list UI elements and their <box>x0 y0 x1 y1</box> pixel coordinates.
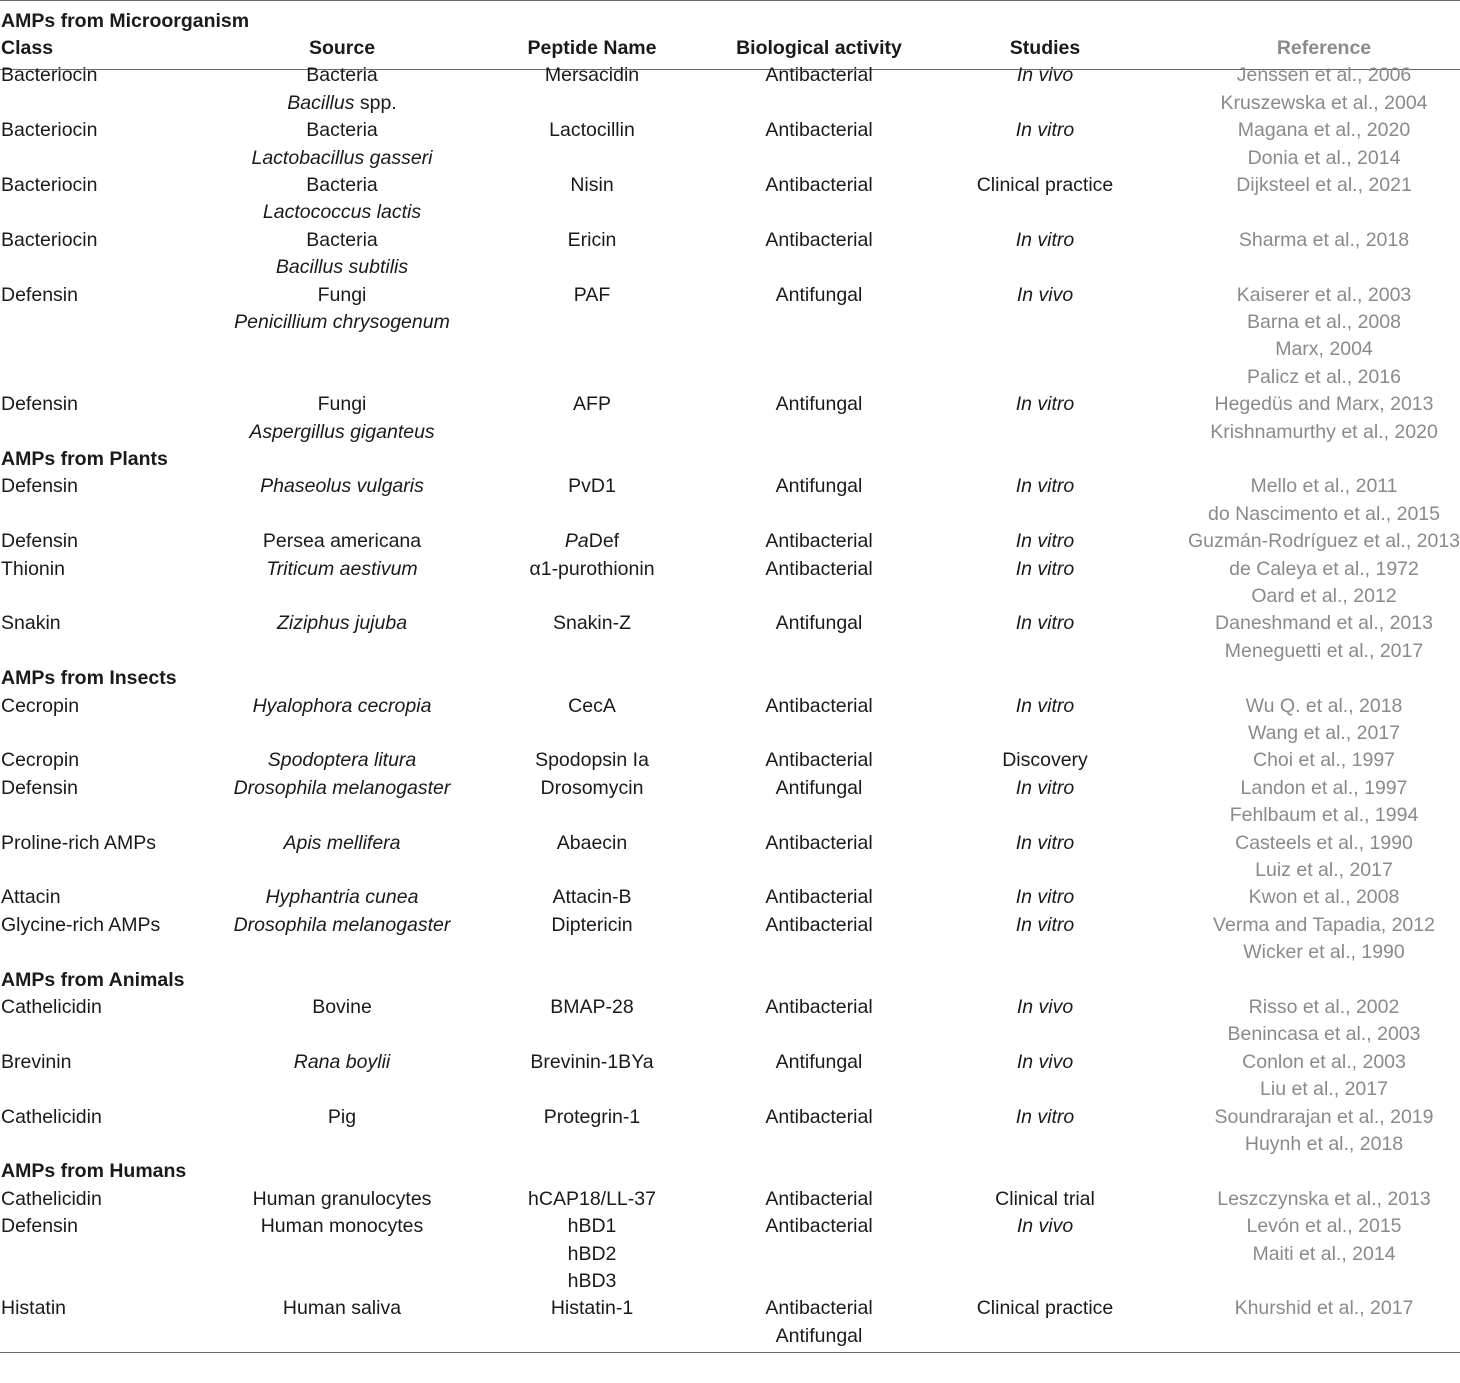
source-cell: Aspergillus giganteus <box>249 420 435 443</box>
source-cell: Lactococcus lactis <box>262 201 422 224</box>
peptide-prefix: Pa <box>564 530 589 553</box>
row-line <box>0 1186 1460 1213</box>
class-cell: Defensin <box>1 1215 78 1238</box>
peptide-cell: CecA <box>568 694 616 717</box>
studies-cell: In vivo <box>1016 995 1074 1018</box>
row-line <box>0 145 1460 172</box>
activity-cell: Antifungal <box>775 1324 863 1347</box>
source-cell: Bovine <box>312 995 372 1018</box>
studies-cell: Clinical practice <box>976 1297 1114 1320</box>
peptide-cell: Spodopsin Ia <box>535 749 649 772</box>
class-cell: Bacteriocin <box>1 173 98 196</box>
peptide-cell: Mersacidin <box>544 64 640 87</box>
reference-cell: Landon et al., 1997 <box>1240 776 1408 799</box>
studies-cell: Clinical trial <box>995 1187 1095 1210</box>
table-title-line <box>0 8 1460 35</box>
reference-cell: Sharma et al., 2018 <box>1238 228 1410 251</box>
source-cell: Human saliva <box>282 1297 402 1320</box>
peptide-cell: Nisin <box>570 173 614 196</box>
studies-cell: In vitro <box>1015 393 1075 416</box>
source-cell: Bacteria <box>306 64 378 87</box>
row-line <box>0 1295 1460 1322</box>
reference-cell: Maiti et al., 2014 <box>1252 1242 1396 1265</box>
source-cell: Bacillus subtilis <box>275 256 409 279</box>
activity-cell: Antibacterial <box>765 913 873 936</box>
peptide-cell: Lactocillin <box>549 119 635 142</box>
row-line <box>0 254 1460 281</box>
activity-cell: Antibacterial <box>765 831 873 854</box>
class-cell: Bacteriocin <box>1 228 98 251</box>
row-line <box>0 884 1460 911</box>
reference-cell: Fehlbaum et al., 1994 <box>1229 804 1419 827</box>
studies-cell: In vitro <box>1015 475 1075 498</box>
reference-cell: Marx, 2004 <box>1275 338 1373 361</box>
reference-cell: Verma and Tapadia, 2012 <box>1213 913 1435 936</box>
activity-cell: Antibacterial <box>765 64 873 87</box>
table-header-row <box>0 35 1460 62</box>
reference-cell: Leszczynska et al., 2013 <box>1217 1187 1431 1210</box>
peptide-cell: Ericin <box>567 228 617 251</box>
class-cell: Defensin <box>1 393 78 416</box>
source-cell: Fungi <box>317 283 367 306</box>
activity-cell: Antibacterial <box>765 119 873 142</box>
peptide-cell: hBD2 <box>567 1242 617 1265</box>
section-title: AMPs from Insects <box>1 667 177 690</box>
peptide-cell: BMAP-28 <box>550 995 634 1018</box>
row-line <box>0 1049 1460 1076</box>
class-cell: Bacteriocin <box>1 119 98 142</box>
table-top-rule <box>0 0 1460 1</box>
row-line <box>0 1104 1460 1131</box>
source-cell: Human granulocytes <box>252 1187 432 1210</box>
studies-cell: In vitro <box>1015 612 1075 635</box>
reference-cell: de Caleya et al., 1972 <box>1229 557 1419 580</box>
class-cell: Cathelicidin <box>1 1187 102 1210</box>
class-cell: Cecropin <box>1 694 80 717</box>
section-title: AMPs from Animals <box>1 968 185 991</box>
activity-cell: Antifungal <box>775 283 863 306</box>
peptide-cell: Diptericin <box>551 913 633 936</box>
source-cell: Lactobacillus gasseri <box>251 146 433 169</box>
section-title-line <box>0 1158 1460 1185</box>
reference-cell: Wicker et al., 1990 <box>1243 941 1405 964</box>
activity-cell: Antibacterial <box>765 886 873 909</box>
class-cell: Proline-rich AMPs <box>1 831 156 854</box>
header-biological-activity: Biological activity <box>736 36 902 59</box>
reference-cell: Huynh et al., 2018 <box>1244 1132 1404 1155</box>
header-reference: Reference <box>1276 36 1372 59</box>
table-bottom-rule <box>0 1352 1460 1353</box>
class-cell: Thionin <box>1 557 65 580</box>
reference-cell: Oard et al., 2012 <box>1251 584 1397 607</box>
reference-cell: Donia et al., 2014 <box>1247 146 1401 169</box>
row-line <box>0 309 1460 336</box>
section-title-line <box>0 967 1460 994</box>
reference-cell: Levón et al., 2015 <box>1246 1215 1402 1238</box>
section-title-line <box>0 446 1460 473</box>
peptide-cell: Drosomycin <box>540 776 644 799</box>
source-cell: Drosophila melanogaster <box>233 913 451 936</box>
reference-cell: Conlon et al., 2003 <box>1242 1050 1406 1073</box>
row-line <box>0 583 1460 610</box>
source-cell: Rana boylii <box>293 1050 391 1073</box>
row-line <box>0 62 1460 89</box>
studies-cell: In vitro <box>1015 557 1075 580</box>
row-line <box>0 556 1460 583</box>
peptide-cell: hBD3 <box>567 1269 617 1292</box>
row-line <box>0 1076 1460 1103</box>
species-abbrev: spp. <box>354 91 397 114</box>
studies-cell: In vitro <box>1015 831 1075 854</box>
reference-cell: do Nascimento et al., 2015 <box>1208 502 1440 525</box>
source-cell: Persea americana <box>262 530 422 553</box>
class-cell: Snakin <box>1 612 61 635</box>
reference-cell: Liu et al., 2017 <box>1260 1078 1388 1101</box>
peptide-cell: PAF <box>573 283 611 306</box>
source-cell: Phaseolus vulgaris <box>260 475 424 498</box>
section-title: AMPs from Microorganism <box>1 9 250 32</box>
reference-cell: Jenssen et al., 2006 <box>1236 64 1412 87</box>
class-cell: Histatin <box>1 1297 67 1320</box>
row-line <box>0 282 1460 309</box>
source-cell: Bacteria <box>306 173 378 196</box>
peptide-cell: Brevinin-1BYa <box>530 1050 654 1073</box>
source-cell: Hyphantria cunea <box>265 886 419 909</box>
section-title-line <box>0 665 1460 692</box>
reference-cell: Hegedüs and Marx, 2013 <box>1214 393 1434 416</box>
row-line <box>0 912 1460 939</box>
row-line <box>0 117 1460 144</box>
row-line <box>0 336 1460 363</box>
peptide-cell: Abaecin <box>556 831 628 854</box>
source-cell: Apis mellifera <box>283 831 401 854</box>
class-cell: Cathelicidin <box>1 995 102 1018</box>
row-line <box>0 391 1460 418</box>
reference-cell: Dijksteel et al., 2021 <box>1236 173 1412 196</box>
row-line <box>0 775 1460 802</box>
activity-cell: Antibacterial <box>765 1187 873 1210</box>
reference-cell: Wang et al., 2017 <box>1247 721 1401 744</box>
activity-cell: Antibacterial <box>765 995 873 1018</box>
reference-cell: Kaiserer et al., 2003 <box>1236 283 1412 306</box>
row-line <box>0 994 1460 1021</box>
reference-cell: Soundrarajan et al., 2019 <box>1214 1105 1434 1128</box>
reference-cell: Krishnamurthy et al., 2020 <box>1210 420 1438 443</box>
reference-cell: Kwon et al., 2008 <box>1248 886 1400 909</box>
class-cell: Cathelicidin <box>1 1105 102 1128</box>
source-cell: Triticum aestivum <box>266 557 418 580</box>
source-cell: Penicillium chrysogenum <box>234 310 450 333</box>
source-cell: Human monocytes <box>260 1215 424 1238</box>
reference-cell: Kruszewska et al., 2004 <box>1220 91 1428 114</box>
row-line <box>0 610 1460 637</box>
studies-cell: In vivo <box>1016 1215 1074 1238</box>
studies-cell: In vitro <box>1015 886 1075 909</box>
activity-cell: Antibacterial <box>765 1215 873 1238</box>
peptide-suffix: Def <box>588 530 620 553</box>
row-line <box>0 199 1460 226</box>
studies-cell: In vitro <box>1015 913 1075 936</box>
class-cell: Defensin <box>1 530 78 553</box>
reference-cell: Khurshid et al., 2017 <box>1234 1297 1414 1320</box>
source-cell: Bacteria <box>306 119 378 142</box>
reference-cell: Barna et al., 2008 <box>1247 310 1401 333</box>
reference-cell: Risso et al., 2002 <box>1248 995 1400 1018</box>
row-line <box>0 830 1460 857</box>
row-line <box>0 857 1460 884</box>
header-class: Class <box>1 36 54 59</box>
reference-cell: Guzmán-Rodríguez et al., 2013 <box>1187 530 1460 553</box>
reference-cell: Luiz et al., 2017 <box>1255 858 1393 881</box>
row-line <box>0 802 1460 829</box>
class-cell: Brevinin <box>1 1050 72 1073</box>
activity-cell: Antifungal <box>775 612 863 635</box>
studies-cell: In vivo <box>1016 1050 1074 1073</box>
genus-name: Bacillus <box>287 91 355 114</box>
class-cell: Defensin <box>1 283 78 306</box>
peptide-cell: Protegrin-1 <box>543 1105 641 1128</box>
activity-cell: Antibacterial <box>765 557 873 580</box>
activity-cell: Antibacterial <box>765 173 873 196</box>
source-cell: Hyalophora cecropia <box>252 694 432 717</box>
row-line <box>0 1021 1460 1048</box>
class-cell: Bacteriocin <box>1 64 98 87</box>
reference-cell: Palicz et al., 2016 <box>1247 365 1401 388</box>
activity-cell: Antibacterial <box>765 694 873 717</box>
reference-cell: Casteels et al., 1990 <box>1235 831 1413 854</box>
studies-cell: Clinical practice <box>976 173 1114 196</box>
reference-cell: Magana et al., 2020 <box>1237 119 1411 142</box>
source-cell: Fungi <box>317 393 367 416</box>
row-line <box>0 1131 1460 1158</box>
row-line <box>0 90 1460 117</box>
row-line <box>0 227 1460 254</box>
studies-cell: In vitro <box>1015 119 1075 142</box>
activity-cell: Antifungal <box>775 776 863 799</box>
peptide-cell: PvD1 <box>568 475 616 498</box>
source-cell: Pig <box>327 1105 357 1128</box>
source-cell: Bacteria <box>306 228 378 251</box>
row-line <box>0 172 1460 199</box>
activity-cell: Antifungal <box>775 393 863 416</box>
row-line <box>0 473 1460 500</box>
row-line <box>0 939 1460 966</box>
reference-cell: Meneguetti et al., 2017 <box>1224 639 1424 662</box>
row-line <box>0 638 1460 665</box>
row-line <box>0 720 1460 747</box>
row-line <box>0 747 1460 774</box>
row-line <box>0 1241 1460 1268</box>
peptide-cell <box>565 528 619 555</box>
source-cell: Ziziphus jujuba <box>276 612 408 635</box>
class-cell: Attacin <box>1 886 61 909</box>
peptide-cell: α1-purothionin <box>529 557 655 580</box>
row-line <box>0 693 1460 720</box>
section-title: AMPs from Plants <box>1 447 168 470</box>
peptide-cell: Histatin-1 <box>550 1297 634 1320</box>
reference-cell: Benincasa et al., 2003 <box>1227 1023 1421 1046</box>
row-line <box>0 1268 1460 1295</box>
row-line <box>0 419 1460 446</box>
header-studies: Studies <box>1009 36 1081 59</box>
peptide-cell: Attacin-B <box>552 886 632 909</box>
peptide-cell: hBD1 <box>567 1215 617 1238</box>
peptide-cell: hCAP18/LL-37 <box>528 1187 656 1210</box>
row-line <box>0 364 1460 391</box>
studies-cell: In vivo <box>1016 283 1074 306</box>
section-title: AMPs from Humans <box>1 1160 187 1183</box>
studies-cell: In vitro <box>1015 776 1075 799</box>
studies-cell: In vitro <box>1015 694 1075 717</box>
activity-cell: Antibacterial <box>765 749 873 772</box>
studies-cell: In vivo <box>1016 64 1074 87</box>
studies-cell: In vitro <box>1015 228 1075 251</box>
row-line <box>0 528 1460 555</box>
activity-cell: Antibacterial <box>765 1297 873 1320</box>
source-cell: Drosophila melanogaster <box>233 776 451 799</box>
studies-cell: Discovery <box>1002 749 1088 772</box>
peptide-cell: Snakin-Z <box>552 612 632 635</box>
activity-cell: Antifungal <box>775 475 863 498</box>
class-cell: Defensin <box>1 776 78 799</box>
reference-cell: Daneshmand et al., 2013 <box>1215 612 1433 635</box>
header-peptide-name: Peptide Name <box>527 36 657 59</box>
class-cell: Cecropin <box>1 749 80 772</box>
row-line <box>0 1323 1460 1350</box>
reference-cell: Wu Q. et al., 2018 <box>1245 694 1403 717</box>
reference-cell: Mello et al., 2011 <box>1250 475 1398 498</box>
activity-cell: Antibacterial <box>765 530 873 553</box>
source-cell <box>287 90 396 117</box>
activity-cell: Antibacterial <box>765 228 873 251</box>
class-cell: Defensin <box>1 475 78 498</box>
studies-cell: In vitro <box>1015 1105 1075 1128</box>
reference-cell: Choi et al., 1997 <box>1252 749 1396 772</box>
activity-cell: Antifungal <box>775 1050 863 1073</box>
studies-cell: In vitro <box>1015 530 1075 553</box>
source-cell: Spodoptera litura <box>267 749 417 772</box>
row-line <box>0 501 1460 528</box>
class-cell: Glycine-rich AMPs <box>1 913 161 936</box>
peptide-cell: AFP <box>573 393 611 416</box>
header-source: Source <box>308 36 376 59</box>
activity-cell: Antibacterial <box>765 1105 873 1128</box>
row-line <box>0 1213 1460 1240</box>
